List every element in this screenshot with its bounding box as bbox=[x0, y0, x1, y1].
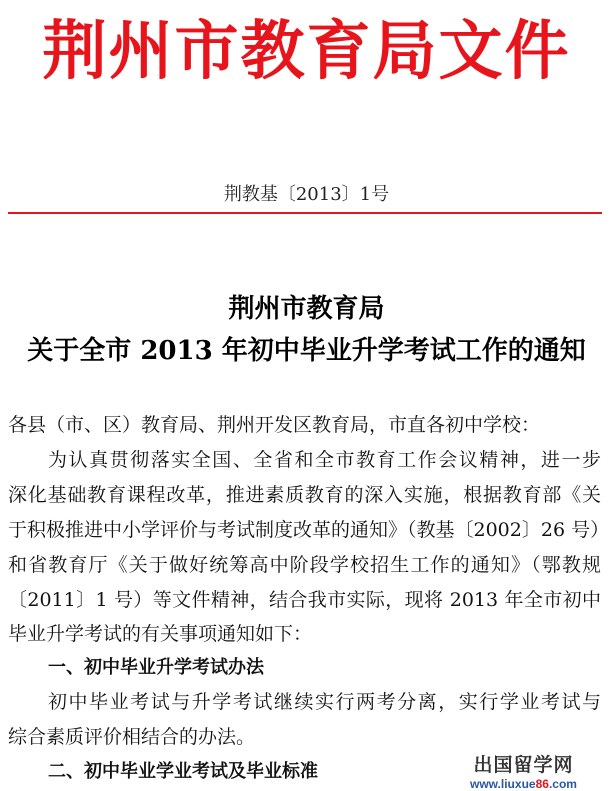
title-line-2: 关于全市 2013 年初中毕业升学考试工作的通知 bbox=[27, 336, 586, 366]
watermark-logo bbox=[470, 750, 577, 791]
paragraph-line: 深化基础教育课程改革，推进素质教育的深入实施，根据教育部《关 bbox=[8, 484, 601, 506]
salutation: 各县（市、区）教育局、荆州开发区教育局，市直各初中学校： bbox=[8, 414, 541, 436]
watermark-name: 出国留学网 bbox=[473, 754, 574, 776]
document-number: 荆教基〔2013〕1号 bbox=[223, 184, 390, 205]
paragraph-line: 和省教育厅《关于做好统筹高中阶段学校招生工作的通知》（鄂教规 bbox=[8, 554, 601, 576]
watermark-url-part: .com bbox=[548, 777, 577, 791]
paragraph-line: 综合素质评价相结合的办法。 bbox=[8, 726, 256, 748]
watermark-url-part: 86 bbox=[535, 777, 549, 791]
paragraph-line: 为认真贯彻落实全国、全省和全市教育工作会议精神，进一步 bbox=[48, 449, 601, 471]
paragraph-line: 初中毕业考试与升学考试继续实行两考分离，实行学业考试与 bbox=[48, 691, 601, 713]
watermark-url-part: www.liuxue bbox=[470, 777, 536, 791]
paragraph-line: 〔2011〕1 号）等文件精神，结合我市实际，现将 2013 年全市初中 bbox=[8, 589, 601, 611]
watermark-url bbox=[470, 777, 577, 791]
paragraph-line: 毕业升学考试的有关事项通知如下： bbox=[8, 623, 313, 645]
red-divider bbox=[8, 212, 602, 214]
document-header: 荆州市教育局文件 bbox=[42, 15, 571, 89]
section-heading-1: 一、初中毕业升学考试办法 bbox=[48, 657, 264, 678]
paragraph-line: 于积极推进中小学评价与考试制度改革的通知》（教基〔2002〕26 号） bbox=[8, 519, 610, 541]
section-heading-2: 二、初中毕业学业考试及毕业标准 bbox=[48, 761, 318, 782]
title-line-1: 荆州市教育局 bbox=[228, 294, 385, 324]
